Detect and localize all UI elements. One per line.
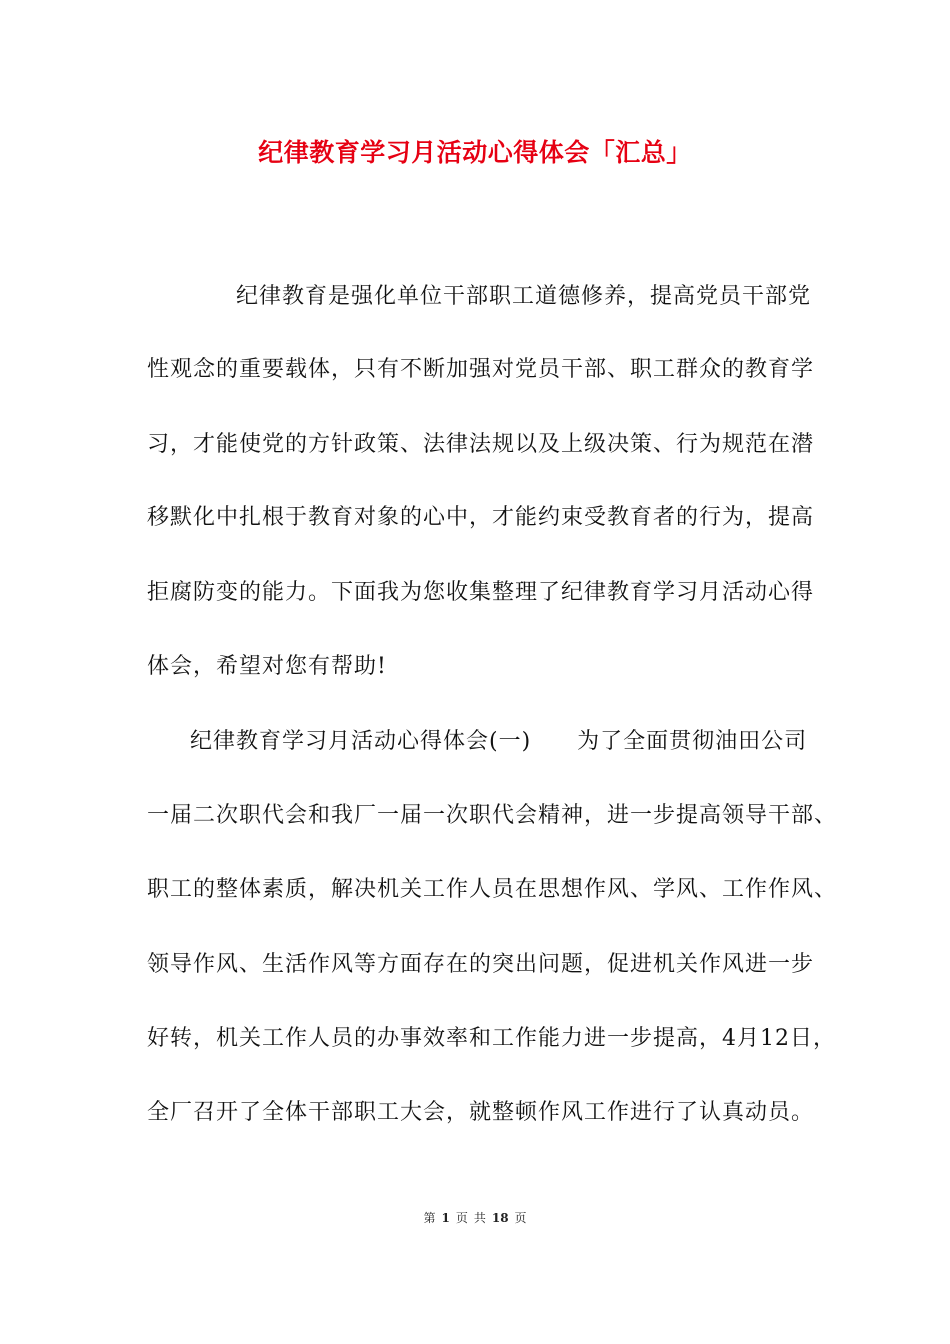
paragraph-line-8: 一届二次职代会和我厂一届一次职代会精神，进一步提高领导干部、 <box>147 803 838 828</box>
footer-suffix: 页 <box>514 1211 527 1225</box>
paragraph-line-1: 纪律教育是强化单位干部职工道德修养，提高党员干部党 <box>236 284 812 309</box>
paragraph-line-11: 好转，机关工作人员的办事效率和工作能力进一步提高，4月12日， <box>147 1026 836 1051</box>
page-footer <box>0 1209 950 1226</box>
footer-prefix: 第 <box>423 1211 436 1225</box>
paragraph-line-3: 习，才能使党的方针政策、法律法规以及上级决策、行为规范在潜 <box>147 432 815 457</box>
document-title: 纪律教育学习月活动心得体会「汇总」 <box>258 138 692 167</box>
footer-page-number: 1 <box>441 1211 450 1225</box>
paragraph-line-7: 纪律教育学习月活动心得体会(一) 为了全面贯彻油田公司 <box>190 729 808 754</box>
paragraph-line-12: 全厂召开了全体干部职工大会，就整顿作风工作进行了认真动员。 <box>147 1100 815 1125</box>
footer-total-word: 共 <box>473 1211 486 1225</box>
paragraph-line-2: 性观念的重要载体，只有不断加强对党员干部、职工群众的教育学 <box>147 357 815 382</box>
paragraph-line-6: 体会，希望对您有帮助! <box>147 654 387 679</box>
footer-page-word: 页 <box>455 1211 468 1225</box>
footer-total-pages: 18 <box>491 1211 509 1225</box>
paragraph-line-9: 职工的整体素质，解决机关工作人员在思想作风、学风、工作作风、 <box>147 877 838 902</box>
paragraph-line-10: 领导作风、生活作风等方面存在的突出问题，促进机关作风进一步 <box>147 952 815 977</box>
paragraph-line-4: 移默化中扎根于教育对象的心中，才能约束受教育者的行为，提高 <box>147 505 815 530</box>
paragraph-line-5: 拒腐防变的能力。下面我为您收集整理了纪律教育学习月活动心得 <box>147 580 815 605</box>
